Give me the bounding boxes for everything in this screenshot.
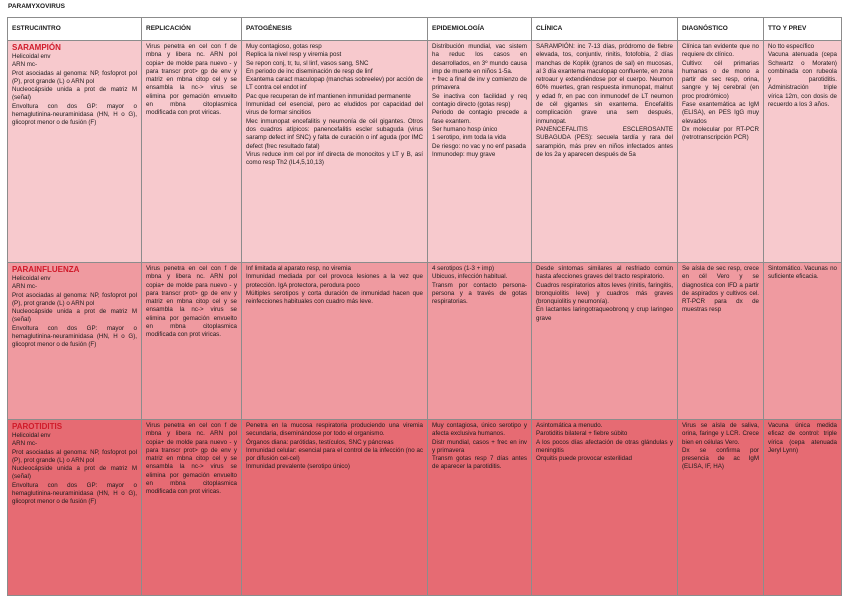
cell-text: Desde síntomas similares al resfriado común hasta afecciones graves del tracto respiratorio. Cuadros respiratorios altos leves (rinitis, faringitis, bronquiolitis leve) y cuadros más graves (bronquiolitis y neumonía). En lactantes laringotraqueobronq y crup laringeo grave	[536, 265, 673, 322]
cell-diagnostico	[678, 41, 764, 263]
cell-text: Sintomático. Vacunas no suficiente eficacia.	[768, 265, 837, 281]
cell-estruc	[8, 263, 142, 420]
cell-tto	[764, 41, 842, 263]
cell-text: Virus penetra en cel con f de mbna y libera nc. ARN pol copia+ de molde para nuevo - y para transcr prot> gp de env y matriz en mbna citop cel y se ensambla la nc-> virus se elimina por gemación envuelto en mbna citoplasmica modificada con prot viricas.	[146, 265, 237, 339]
cell-text: Virus se aísla de saliva, orina, faringe y LCR. Crece bien en células Vero. Dx se confirma por presencia de ac IgM (ELISA, IF, HA)	[682, 422, 759, 471]
cell-text: 4 serotipos (1-3 + imp) Ubicuos, infección habitual. Transm por contacto persona-persona y a través de gotas respiratorias.	[432, 265, 527, 306]
cell-text: SARAMPIÓN: inc 7-13 días, pródromo de fiebre elevada, tos, conjuntiv, rinitis, fotofobia, 2 días manchas de Koplik (granos de sal) en mucosas, al 3 día exantema maculopap confluente, en zona retroaur y extendiéndose por el cuerpo. Neumon 60% muertes, gran respuesta inmunopat, malnut y edad fr, en pac con inmunodef de LT neumon de cél gigantes sin exantema. Encefalitis complicación grave una sem después, inmunopat. PANENCEFALITIS ESCLEROSANTE SUBAGUDA (PES): secuela tardía y rara del sarampión, más prev en niños infectados antes de los 2a y aparecen después de 5a	[536, 43, 673, 158]
cell-text: Inf limitada al aparato resp, no viremia Inmunidad mediada por cel provoca lesiones a la vez que protección. IgA protectora, perodura poco Múltiples serotipos y corta duración de inmunidad hacen que reinfecciones habituales con cuadro más leve.	[246, 265, 423, 306]
cell-replicacion	[142, 41, 242, 263]
cell-patogenesis	[242, 41, 428, 263]
table-row-sarampion	[8, 41, 842, 263]
cell-text: Asintomática a menudo. Parotiditis bilateral + fiebre súbito A los pocos días afectación de otras glándulas y meningitis Orquitis puede provocar esterilidad	[536, 422, 673, 463]
col-header-estruc: ESTRUC/INTRO	[8, 18, 142, 41]
table-row-parainfluenza	[8, 263, 842, 420]
cell-text: Clínica tan evidente que no requiere dx clínico. Cultivo: cél primarias humanas o de mono a partir de sec resp, orina, sangre y tej cerebral (en proc prodrómico) Fase exantemática ac IgM (ELISA), en PES IgG muy elevados Dx molecular por RT-PCR (retrotranscripción PCR)	[682, 43, 759, 142]
cell-text: Helicoidal env ARN mc- Prot asociadas al genoma: NP, fosfoprot pol (P), prot grande (L) o ARN pol Nucleocápside unida a prot de matriz M (señal) Envoltura con dos GP: mayor o hemaglutinina-neuraminidasa (HN, H o G), glicoprot menor o de fusión (F)	[12, 432, 137, 506]
cell-text: Virus penetra en cel con f de mbna y libera nc. ARN pol copia+ de molde para nuevo - y para transcr prot> gp de env y matriz en mbna citop cel y se ensambla la nc-> virus se elimina por gemación envuelto en mbna citoplasmica modificada con prot viricas.	[146, 43, 237, 117]
col-header-epidemiologia: EPIDEMIOLOGÍA	[428, 18, 532, 41]
cell-patogenesis	[242, 263, 428, 420]
page-title: PARAMYXOVIRUS	[8, 3, 65, 10]
col-header-diagnostico: DIAGNÓSTICO	[678, 18, 764, 41]
cell-epidemiologia	[428, 420, 532, 596]
cell-clinica	[532, 420, 678, 596]
cell-clinica	[532, 263, 678, 420]
cell-text: Vacuna única medida eficaz de control: triple vírica (cepa atenuada Jeryl Lynn)	[768, 422, 837, 454]
cell-text: Penetra en la mucosa respiratoria produciendo una viremia secundaria, diseminándose por todo el organismo. Órganos diana: parótidas, testículos, SNC y páncreas Inmunidad celular: esencial para el control de la infección (no ac por difusión cel-cel) Inmunidad prevalente (serotipo único)	[246, 422, 423, 471]
header-row	[8, 18, 842, 41]
cell-patogenesis	[242, 420, 428, 596]
virus-comparison-table	[7, 17, 842, 596]
cell-epidemiologia	[428, 41, 532, 263]
cell-text: Se aísla de sec resp, crece en cél Vero y se diagnostica con IFD a partir de aspirados y cultivos cel. RT-PCR para dx de muestras resp	[682, 265, 759, 314]
cell-text: Muy contagioso, gotas resp Replica la nivel resp y viremia post Se repon conj, tr, tu, sl linf, vasos sang, SNC En periodo de inc diseminación de resp de linf Exantema caract maculopap (manchas sobreelev) por acción de LT contra cel endot inf Pac que recuperan de inf mantienen inmunidad permanente Inmunidad cel esencial, pero ac eludidos por capacidad del virus de formar sincitios Mec inmunopat encefalitis y neumonía de cél gigantes. Otros dos cuadros atípicos: panencefalitis escler subaguda (virus saramp defect inf SNC) y falta de curación o inf aguda (por IMC defect (frec resultado fatal) Virus reduce inm cel por inf directa de monocitos y LT y B, así como resp Th2 (IL4,5,10,13)	[246, 43, 423, 167]
cell-tto	[764, 420, 842, 596]
col-header-replicacion: REPLICACIÓN	[142, 18, 242, 41]
col-header-tto: TTO Y PREV	[764, 18, 842, 41]
virus-name: PAROTIDITIS	[12, 422, 63, 431]
cell-estruc	[8, 41, 142, 263]
virus-name: SARAMPIÓN	[12, 43, 61, 52]
cell-text: Distribución mundial, vac sistem ha reduc los casos en desarrollados, en 3º mundo causa imp de muerte en niños 1-5a. + frec a final de inv y comienzo de primavera Se inactiva con facilidad y req contagio directo (gotas resp) Periodo de contagio precede a fase exantem. Ser humano hosp único 1 serotipo, inm toda la vida De riesgo: no vac y no enf pasada Inmunodep: muy grave	[432, 43, 527, 158]
cell-text: Virus penetra en cel con f de mbna y libera nc. ARN pol copia+ de molde para nuevo - y para transcr prot> gp de env y matriz en mbna citop cel y se ensambla la nc-> virus se elimina por gemación envuelto en mbna citoplasmica modificada con prot viricas.	[146, 422, 237, 496]
cell-replicacion	[142, 263, 242, 420]
cell-estruc	[8, 420, 142, 596]
cell-diagnostico	[678, 420, 764, 596]
cell-text: Helicoidal env ARN mc- Prot asociadas al genoma: NP, fosfoprot pol (P), prot grande (L) o ARN pol Nucleocápside unida a prot de matriz M (señal) Envoltura con dos GP: mayor o hemaglutinina-neuraminidasa (HN, H o G), glicoprot menor o de fusión (F)	[12, 275, 137, 349]
cell-text: Muy contagiosa, único serotipo y afecta exclusiva humanos. Distr mundial, casos + frec en inv y primavera Transm gotas resp 7 días antes de aparecer la parotiditis.	[432, 422, 527, 471]
table-row-parotiditis	[8, 420, 842, 596]
cell-tto	[764, 263, 842, 420]
cell-text: Helicoidal env ARN mc- Prot asociadas al genoma: NP, fosfoprot pol (P), prot grande (L) o ARN pol Nucleocápside unida a prot de matriz M (señal) Envoltura con dos GP: mayor o hemaglutinina-neuraminidasa (HN, H o G), glicoprot menor o de fusión (F)	[12, 53, 137, 127]
cell-replicacion	[142, 420, 242, 596]
cell-epidemiologia	[428, 263, 532, 420]
cell-clinica	[532, 41, 678, 263]
col-header-clinica: CLÍNICA	[532, 18, 678, 41]
col-header-patogenesis: PATOGÉNESIS	[242, 18, 428, 41]
cell-diagnostico	[678, 263, 764, 420]
virus-name: PARAINFLUENZA	[12, 265, 80, 274]
cell-text: No tto específico Vacuna atenuada (cepa Schwartz o Moraten) combinada con rubeola y parotiditis. Administración triple vírica 12m, con dosis de recuerdo a los 3 años.	[768, 43, 837, 109]
